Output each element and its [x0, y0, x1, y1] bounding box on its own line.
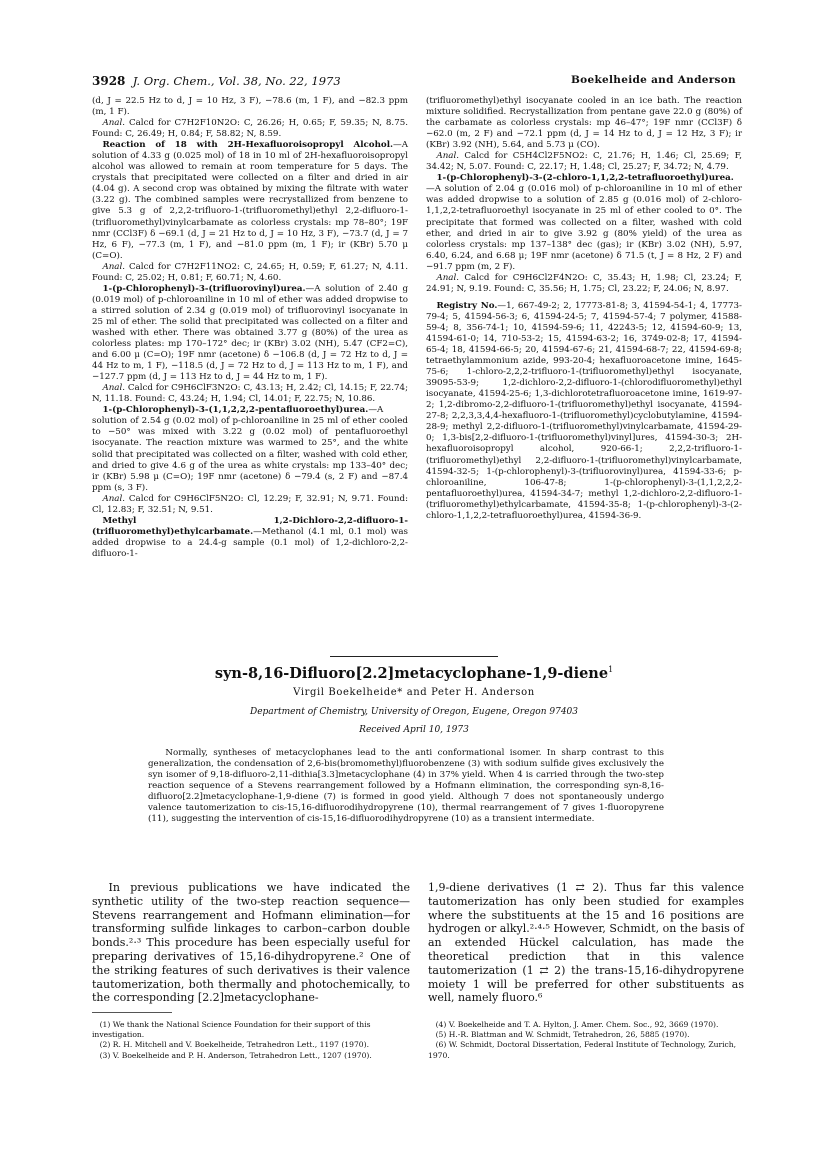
paragraph-text: Calcd for C9H6ClF3N2O: C, 43.13; H, 2.42; Cl, 14.15; F, 22.74; N, 11.18. Found: C, 43.24; H, 1.94; Cl, 14.01; F, 22.75; N, 10.86.: [92, 383, 409, 405]
footnote-rule: [92, 1012, 172, 1013]
article-title: [92, 665, 736, 682]
paragraph: [92, 284, 408, 383]
paragraph-label: Reaction of 18 with 2H-Hexafluoroisopropyl Alcohol.: [102, 140, 394, 151]
paragraph-text: Calcd for C5H4Cl2F5NO2: C, 21.76; H, 1.46; Cl, 25.69; F, 34.42; N, 5.07. Found: C, 22.17; H, 1.48; Cl, 25.27; F, 34.72; N, 4.79.: [426, 151, 743, 173]
paragraph: [92, 140, 408, 262]
page-citation: [92, 74, 341, 88]
paragraph: [92, 118, 408, 140]
paragraph-text: (trifluoromethyl)ethyl isocyanate cooled in an ice bath. The reaction mixture solidified. Recrystallization from pentane gave 22.0 g (80%) of the carbamate as colorless crystals: mp 46–47°; 19F nmr (CCl3F) δ −62.0 (m, 2 F) and −72.1 ppm (d, J = 14 Hz to d, J = 12 Hz, 3 F); ir (KBr) 3.92 (NH), 5.64, and 5.73 μ (CO).: [426, 96, 742, 151]
section-divider: [330, 656, 498, 657]
article-affiliation: Department of Chemistry, University of Oregon, Eugene, Oregon 97403: [249, 707, 579, 717]
footnotes-right: [428, 1020, 744, 1061]
article-abstract: Normally, syntheses of metacyclophanes lead to the anti conformational isomer. In sharp contrast to this generalization, the condensation of 2,6-bis(bromomethyl)fluorobenzene (3) with sodium sulfide gives exclusively the syn isomer of 9,18-difluoro-2,11-dithia[3.3]metacyclophane (4) in 37% yield. When 4 is carried through the two-step reaction sequence of a Stevens rearrangement followed by a Hofmann elimination, the corresponding syn-8,16-difluoro[2.2]metacyclophane-1,9-diene (7) is formed in good yield. Although 7 does not spontaneously undergo valence tautomerization to cis-15,16-difluorodihydropyrene (10), thermal rearrangement of 7 gives 1-fluoropyrene (11), suggesting the intervention of cis-15,16-difluorodihydropyrene (10) as a transient intermediate.: [148, 748, 664, 825]
paragraph: [426, 151, 742, 173]
footnote: (4) V. Boekelheide and T. A. Hylton, J. Amer. Chem. Soc., 92, 3669 (1970).: [435, 1020, 719, 1029]
paragraph-text: —A solution of 2.54 g (0.02 mol) of p-chloroaniline in 25 ml of ether cooled to −50° was mixed with 3.22 g (0.02 mol) of pentafluoroethyl isocyanate. The reaction mixture was warmed to 25°, and the white solid that precipitated was collected on a filter, washed with cold ether, and dried to give 4.6 g of the urea as white crystals: mp 133–40° dec; ir (KBr) 5.98 μ (C=O); 19F nmr (acetone) δ −79.4 (s, 2 F) and −87.4 ppm (s, 3 F).: [92, 405, 408, 493]
footnote: (1) We thank the National Science Foundation for their support of this investigation.: [92, 1020, 371, 1040]
paragraph: [92, 405, 408, 493]
paragraph-text: (d, J = 22.5 Hz to d, J = 10 Hz, 3 F), −78.6 (m, 1 F), and −82.3 ppm (m, 1 F).: [92, 96, 408, 118]
paragraph: [92, 96, 408, 118]
footnotes-left: [92, 1020, 410, 1061]
paragraph-label: 1-(p-Chlorophenyl)-3-(trifluorovinyl)urea.: [102, 283, 306, 294]
page-number: 3928: [92, 74, 126, 88]
paragraph: [92, 516, 408, 560]
footnote: (5) H.-R. Blattman and W. Schmidt, Tetrahedron, 26, 5885 (1970).: [435, 1030, 690, 1040]
left-column-experimental: [92, 96, 408, 560]
paragraph-label: 1-(p-Chlorophenyl)-3-(1,1,2,2,2-pentafluoroethyl)urea.: [102, 405, 369, 416]
footnote: (2) R. H. Mitchell and V. Boekelheide, Tetrahedron Lett., 1197 (1970).: [99, 1040, 369, 1050]
paragraph-label: Anal.: [102, 383, 126, 394]
registry-numbers: [426, 301, 742, 522]
paragraph-text: —Methanol (4.1 ml, 0.1 mol) was added dropwise to a 24.4-g sample (0.1 mol) of 1,2-dichloro-2,2-difluoro-1-: [92, 526, 408, 559]
paragraph-text: Calcd for C9H6ClF5N2O: Cl, 12.29; F, 32.91; N, 9.71. Found: Cl, 12.83; F, 32.51; N, 9.51.: [92, 493, 409, 515]
paragraph-label: Anal.: [102, 118, 126, 129]
paragraph: [92, 494, 408, 516]
page-header: [92, 74, 736, 92]
journal-citation: J. Org. Chem., Vol. 38, No. 22, 1973: [132, 74, 341, 88]
paragraph-label: Registry No.: [436, 300, 498, 311]
paragraph-label: Methyl 1,2-Dichloro-2,2-difluoro-1-(trifluoromethyl)ethylcarbamate.: [92, 515, 408, 537]
paragraph: [92, 383, 408, 405]
paragraph-text: —A solution of 2.40 g (0.019 mol) of p-chloroaniline in 10 ml of ether was added dropwise to a stirred solution of 2.34 g (0.019 mol) of trifluorovinyl isocyanate in 25 ml of ether. The solid that precipitated was collected on a filter and washed with ether. There was obtained 3.77 g (80%) of the urea as colorless plates: mp 170–172° dec; ir (KBr) 3.02 (NH), 5.47 (CF2=C), and 6.00 μ (C=O); 19F nmr (acetone) δ −106.8 (d, J = 72 Hz to d, J = 44 Hz to m, 1 F), −118.5 (d, J = 72 Hz to d, J = 113 Hz to m, 1 F), and −127.7 ppm (d, J = 113 Hz to d, J = 44 Hz to m, 1 F).: [92, 283, 408, 383]
paragraph-text: —A solution of 2.04 g (0.016 mol) of p-chloroaniline in 10 ml of ether was added dropwise to a solution of 2.85 g (0.016 mol) of 2-chloro-1,1,2,2-tetrafluoroethyl isocyanate in 25 ml of ether cooled to 0°. The precipitate that formed was collected on a filter, washed with cold ether, and dried in air to give 3.92 g (80% yield) of the urea as colorless crystals: mp 137–138° dec (gas); ir (KBr) 3.02 (NH), 5.97, 6.40, 6.24, and 6.68 μ; 19F nmr (acetone) δ 71.5 (t, J = 8 Hz, 2 F) and −91.7 ppm (m, 2 F).: [426, 184, 742, 272]
article-authors: Virgil Boekelheide* and Peter H. Anderson: [293, 687, 535, 698]
paragraph: [426, 96, 742, 151]
paragraph-text: —A solution of 4.33 g (0.025 mol) of 18 in 10 ml of 2H-hexafluoroisopropyl alcohol was allowed to remain at room temperature for 5 days. The crystals that precipitated were collected on a filter and dried in air (4.04 g). A second crop was obtained by mixing the filtrate with water (3.22 g). The combined samples were recrystallized from benzene to give 5.3 g of 2,2,2-trifluoro-1-(trifluoromethyl)ethyl 2,2-difluoro-1-(trifluoromethyl)vinylcarbamate as colorless crystals: mp 78–80°; 19F nmr (CCl3F) δ −69.1 (d, J = 21 Hz to d, J = 10 Hz, 3 F), −73.7 (d, J = 7 Hz, 6 F), −77.3 (m, 1 F), and −81.0 ppm (m, 1 F); ir (KBr) 5.70 μ (C=O).: [92, 140, 408, 261]
paragraph-text: —1, 667-49-2; 2, 17773-81-8; 3, 41594-54-1; 4, 17773-79-4; 5, 41594-56-3; 6, 41594-24-5; 7, 41594-57-4; 7 polymer, 41588-59-4; 8, 356-74-1; 10, 41594-59-6; 11, 42243-5; 12, 41594-60-9; 13, 41594-61-0; 14, 710-53-2; 15, 41594-63-2; 16, 3749-02-8; 17, 41594-65-4; 18, 41594-66-5; 20, 41594-67-6; 21, 41594-68-7; 22, 41594-69-8; tetraethylammonium azide, 993-20-4; hexafluoroacetone imine, 1645-75-6; 1-chloro-2,2,2-trifluoro-1-(trifluoromethyl)ethyl isocyanate, 39095-53-9; 1,2-dichloro-2,2-difluoro-1-(chlorodifluoromethyl)ethyl isocyanate, 41594-25-6; 1,3-dichlorotetrafluoroacetone imine, 1619-97-2; 1,2-dibromo-2,2-difluoro-1-(trifluoromethyl)ethyl isocyanate, 41594-27-8; 2,2,3,3,4,4-hexafluoro-1-(trifluoromethyl)cyclobutylamine, 41594-28-9; methyl 2,2-difluoro-1-(trifluoromethyl)vinylcarbamate, 41594-29-0; 1,3-bis[2,2-difluoro-1-(trifluoromethyl)vinyl]ures, 41594-30-3; 2H-hexafluoroisopropyl alcohol, 920-66-1; 2,2,2-trifluoro-1-(trifluoromethyl)ethyl 2,2-difluoro-1-(trifluoromethyl)vinylcarbamate, 41594-32-5; 1-(p-chlorophenyl)-3-(trifluorovinyl)urea, 41594-33-6; p-chloroaniline, 106-47-8; 1-(p-chlorophenyl)-3-(1,1,2,2,2-pentafluoroethyl)urea, 41594-34-7; methyl 1,2-dichloro-2,2-difluoro-1-(trifluoromethyl)ethylcarbamate, 41594-35-8; 1-(p-chlorophenyl)-3-(2-chloro-1,1,2,2-tetrafluoroethyl)urea, 41594-36-9.: [426, 300, 742, 521]
article-title-text: syn-8,16-Difluoro[2.2]metacyclophane-1,9-diene: [214, 665, 609, 682]
running-head: Boekelheide and Anderson: [570, 74, 736, 86]
footnote: (6) W. Schmidt, Doctoral Dissertation, Federal Institute of Technology, Zurich, 1970.: [428, 1040, 737, 1060]
paragraph-label: 1-(p-Chlorophenyl)-3-(2-chloro-1,1,2,2-tetrafluoroethyl)urea.: [436, 173, 734, 184]
paragraph: [426, 273, 742, 295]
paragraph-label: Anal.: [436, 151, 460, 162]
title-footnote-marker: 1: [608, 665, 614, 675]
paragraph-label: Anal.: [102, 493, 126, 504]
paragraph-label: Anal.: [102, 261, 126, 272]
right-column-experimental: [426, 96, 742, 522]
article-received-date: Received April 10, 1973: [359, 725, 469, 735]
paragraph: [426, 173, 742, 272]
paragraph-text: Calcd for C9H6Cl2F4N2O: C, 35.43; H, 1.98; Cl, 23.24; F, 24.91; N, 9.19. Found: C, 35.56; H, 1.75; Cl, 23.22; F, 24.06; N, 8.97.: [426, 272, 743, 294]
paragraph-label: Anal.: [436, 272, 460, 283]
body-text-left: In previous publications we have indicated the synthetic utility of the two-step reaction sequence—Stevens rearrangement and Hofmann elimination—for transforming sulfide linkages to carbon–carbon double bonds.²·³ This procedure has been especially useful for preparing derivatives of 15,16-dihydropyrene.² One of the striking features of such derivatives is their valence tautomerization, both thermally and photochemically, to the corresponding [2.2]metacyclophane-: [92, 881, 410, 1005]
paragraph-text: Calcd for C7H2F11NO2: C, 24.65; H, 0.59; F, 61.27; N, 4.11. Found: C, 25.02; H, 0.81; F, 60.71; N, 4.60.: [92, 261, 409, 283]
paragraph: [92, 262, 408, 284]
body-text-right: 1,9-diene derivatives (1 ⇄ 2). Thus far this valence tautomerization has only been studied for examples where the substituents at the 15 and 16 positions are hydrogen or alkyl.²·⁴·⁵ However, Schmidt, on the basis of an extended Hückel calculation, has made the theoretical prediction that in this valence tautomerization (1 ⇄ 2) the trans-15,16-dihydropyrene moiety 1 will be preferred for other substituents as well, namely fluoro.⁶: [428, 881, 744, 1005]
footnote: (3) V. Boekelheide and P. H. Anderson, Tetrahedron Lett., 1207 (1970).: [99, 1050, 372, 1060]
paragraph-text: Calcd for C7H2F10N2O: C, 26.26; H, 0.65; F, 59.35; N, 8.75. Found: C, 26.49; H, 0.84; F, 58.82; N, 8.59.: [92, 118, 409, 140]
